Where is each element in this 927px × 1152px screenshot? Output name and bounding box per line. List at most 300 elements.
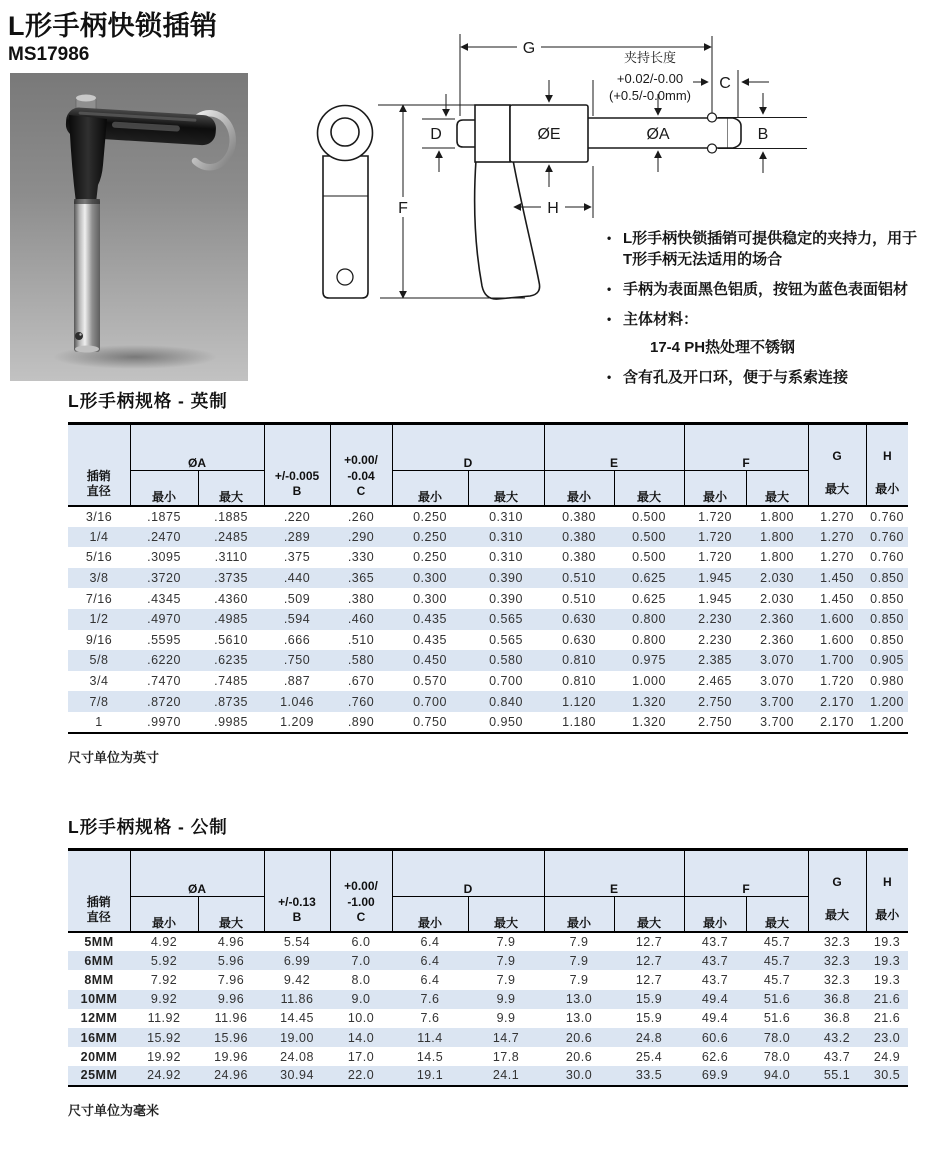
spec-cell: 1.945: [698, 591, 732, 606]
spec-cell: 62.6: [701, 1049, 729, 1064]
shaft-tip: [75, 346, 99, 353]
spec-cell: 12.7: [635, 972, 663, 987]
lanyard-hole: [75, 332, 83, 340]
spec-cell: 1.800: [746, 506, 808, 527]
spec-cell: 1.046: [280, 694, 314, 709]
dim-label-b: B: [757, 126, 769, 143]
spec-cell: 0.810: [562, 653, 596, 668]
front-view-lanyard-hole: [337, 269, 353, 285]
spec-cell: 0.625: [632, 591, 666, 606]
spec-cell: .890: [347, 714, 375, 729]
spec-cell: 16MM: [80, 1030, 118, 1045]
col-header-h: [866, 424, 908, 507]
spec-cell: 2.360: [760, 612, 794, 627]
subheader-e-min: 最小: [544, 897, 614, 932]
spec-cell: .220: [264, 506, 330, 527]
bullet-icon: •: [607, 312, 612, 326]
spec-cell: 0.380: [544, 506, 614, 527]
spec-cell: 43.7: [701, 953, 729, 968]
spec-row: [68, 990, 908, 1009]
spec-cell: .2485: [214, 529, 248, 544]
page-title: L形手柄快锁插销: [8, 11, 218, 41]
detent-ball-top: [708, 113, 717, 122]
spec-cell: 6.0: [330, 932, 392, 951]
metric-table-heading: L形手柄规格 - 公制: [68, 817, 228, 837]
spec-cell: .289: [283, 529, 311, 544]
spec-cell: 0.565: [489, 632, 523, 647]
spec-cell: 11.96: [214, 1011, 248, 1026]
spec-cell: 0.760: [870, 550, 904, 565]
feature-text: 含有孔及开口环，便于与系索连接: [623, 369, 849, 386]
spec-cell: 7.96: [217, 972, 245, 987]
spec-cell: 13.0: [565, 1011, 593, 1026]
spec-cell: 0.800: [632, 632, 666, 647]
g-letter: G: [832, 449, 842, 463]
spec-cell: 5.92: [150, 953, 178, 968]
spec-cell: 1.320: [632, 714, 666, 729]
spec-cell: .4345: [147, 591, 181, 606]
spec-cell: 0.630: [562, 612, 596, 627]
spec-cell: 7.9: [544, 932, 614, 951]
spec-cell: .6220: [147, 653, 181, 668]
spec-cell: .7485: [214, 674, 248, 689]
spec-cell: 24.92: [147, 1068, 181, 1083]
spec-cell: .440: [283, 571, 311, 586]
pin-header-line1: 插销: [86, 468, 111, 483]
spec-cell: 0.380: [562, 529, 596, 544]
spec-cell: 1: [95, 714, 103, 729]
spec-cell: 0.905: [870, 653, 904, 668]
spec-cell: 1.320: [632, 694, 666, 709]
spec-cell: 19.3: [873, 953, 901, 968]
spec-row: [68, 1066, 908, 1085]
spec-cell: .4985: [214, 612, 248, 627]
spec-cell: 0.850: [870, 571, 904, 586]
spec-cell: 0.250: [392, 506, 468, 527]
spec-cell: .1875: [130, 506, 198, 527]
spec-cell: 14.45: [280, 1011, 314, 1026]
spec-cell: 0.510: [562, 591, 596, 606]
spec-cell: 55.1: [823, 1068, 851, 1083]
clamp-length-note-line3: (+0.5/-0.0mm): [609, 88, 691, 103]
spec-cell: 0.565: [489, 612, 523, 627]
spec-cell: 24.96: [214, 1068, 248, 1083]
spec-row: [68, 932, 908, 951]
spec-cell: 1.450: [820, 571, 854, 586]
spec-cell: 21.6: [873, 1011, 901, 1026]
spec-cell: 78.0: [763, 1030, 791, 1045]
spec-cell: 4.92: [130, 932, 198, 951]
spec-cell: 12.7: [614, 932, 684, 951]
spec-cell: .1885: [198, 506, 264, 527]
spec-cell: .7470: [147, 674, 181, 689]
spec-cell: 32.3: [823, 953, 851, 968]
spec-cell: 43.7: [823, 1049, 851, 1064]
spec-cell: 11.86: [280, 992, 314, 1007]
spec-cell: .666: [283, 632, 311, 647]
spec-row: [68, 1009, 908, 1028]
col-header-e: E: [544, 424, 684, 471]
bullet-icon: •: [607, 231, 612, 245]
spec-cell: 32.3: [808, 932, 866, 951]
spec-row: [68, 568, 908, 589]
spec-cell: 9.9: [496, 992, 516, 1007]
spec-cell: 15.9: [635, 1011, 663, 1026]
spec-cell: 45.7: [763, 953, 791, 968]
spec-cell: .9970: [147, 714, 181, 729]
spec-cell: 25.4: [635, 1049, 663, 1064]
side-view-handle-blade: [475, 160, 540, 299]
spec-cell: 8MM: [84, 972, 114, 987]
c-tolerance-line2: -0.04: [347, 468, 375, 483]
subheader-f-min: 最小: [684, 471, 746, 506]
spec-cell: 3/8: [89, 571, 109, 586]
feature-item: [607, 279, 925, 300]
spec-cell: 0.390: [489, 571, 523, 586]
col-header-d: D: [392, 424, 544, 471]
spec-cell: 1.200: [870, 694, 904, 709]
spec-cell: 30.0: [565, 1068, 593, 1083]
spec-cell: 7.9: [569, 953, 589, 968]
spec-cell: 1.000: [632, 674, 666, 689]
subheader-a-max: 最大: [198, 897, 264, 932]
spec-cell: 14.7: [492, 1030, 520, 1045]
dim-label-e: ØE: [537, 126, 561, 143]
spec-cell: 0.310: [489, 529, 523, 544]
spec-cell: 0.950: [489, 714, 523, 729]
spec-cell: 0.850: [870, 612, 904, 627]
spec-row: [68, 609, 908, 630]
spec-cell: 36.8: [823, 992, 851, 1007]
dim-label-h: H: [547, 200, 559, 217]
spec-cell: 20.6: [565, 1049, 593, 1064]
subheader-d-min: 最小: [392, 471, 468, 506]
col-header-pin-diameter: [68, 424, 130, 507]
spec-cell: 3.700: [760, 714, 794, 729]
spec-cell: 0.840: [489, 694, 523, 709]
c-tolerance-line1: +0.00/: [344, 453, 378, 468]
spec-row: [68, 1028, 908, 1047]
clamp-length-note-line2: +0.02/-0.00: [616, 71, 684, 86]
spec-cell: 1.450: [820, 591, 854, 606]
model-number: MS17986: [8, 44, 90, 65]
subheader-e-max: 最大: [614, 897, 684, 932]
spec-cell: .509: [283, 591, 311, 606]
spec-cell: 1.720: [698, 550, 732, 565]
spec-cell: .8735: [214, 694, 248, 709]
clamp-length-note-line1: 夹持长度: [623, 50, 677, 65]
g-letter: G: [832, 875, 842, 889]
spec-cell: 1.800: [760, 529, 794, 544]
spec-cell: .750: [283, 653, 311, 668]
spec-cell: 33.5: [635, 1068, 663, 1083]
spec-cell: 5MM: [68, 932, 130, 951]
col-header-f: F: [684, 424, 808, 471]
spec-cell: 0.625: [632, 571, 666, 586]
c-tolerance-line1: +0.00/: [344, 879, 378, 894]
spec-cell: 2.230: [698, 612, 732, 627]
spec-cell: 0.450: [413, 653, 447, 668]
spec-cell: 25MM: [80, 1068, 118, 1083]
spec-cell: 17.8: [492, 1049, 520, 1064]
spec-cell: 0.435: [413, 612, 447, 627]
spec-cell: 19.1: [416, 1068, 444, 1083]
spec-row: [68, 671, 908, 692]
metric-spec-section: [68, 814, 908, 1119]
feature-item: [607, 367, 925, 388]
spec-cell: 5.96: [217, 953, 245, 968]
inch-spec-table: [68, 422, 908, 734]
spec-cell: 9.96: [217, 992, 245, 1007]
c-letter: C: [356, 484, 366, 499]
spec-cell: 19.3: [866, 932, 908, 951]
spec-cell: 9.92: [150, 992, 178, 1007]
pin-header-line2: 直径: [86, 484, 111, 499]
spec-cell: .670: [347, 674, 375, 689]
col-header-g: [808, 850, 866, 933]
spec-cell: 9.42: [283, 972, 311, 987]
dim-label-d: D: [430, 126, 442, 143]
spec-cell: 0.760: [866, 506, 908, 527]
spec-row: [68, 1047, 908, 1066]
side-view-button: [457, 120, 477, 147]
pin-header-line2: 直径: [86, 910, 111, 925]
spec-cell: .760: [347, 694, 375, 709]
spec-row: [68, 547, 908, 568]
col-header-g: [808, 424, 866, 507]
col-header-e: E: [544, 850, 684, 897]
spec-cell: 17.0: [347, 1049, 375, 1064]
spec-cell: 49.4: [701, 1011, 729, 1026]
spec-cell: .4360: [214, 591, 248, 606]
col-header-c: [330, 850, 392, 933]
spec-cell: 5/8: [89, 653, 109, 668]
spec-cell: 7.6: [420, 992, 440, 1007]
spec-cell: 60.6: [701, 1030, 729, 1045]
spec-cell: 45.7: [746, 932, 808, 951]
spec-cell: 0.250: [413, 529, 447, 544]
spec-cell: 7.9: [496, 972, 516, 987]
spec-cell: .887: [283, 674, 311, 689]
feature-list: [607, 228, 925, 397]
spec-cell: 2.385: [698, 653, 732, 668]
pin-tip: [728, 118, 741, 148]
spec-cell: 7.92: [150, 972, 178, 987]
spec-row: [68, 951, 908, 970]
subheader-a-min: 最小: [130, 471, 198, 506]
spec-cell: 1.270: [820, 529, 854, 544]
subheader-a-min: 最小: [130, 897, 198, 932]
spec-cell: 51.6: [763, 1011, 791, 1026]
subheader-a-max: 最大: [198, 471, 264, 506]
spec-row: [68, 650, 908, 671]
spec-row: [68, 712, 908, 733]
spec-cell: .330: [347, 550, 375, 565]
spec-cell: 1.800: [760, 550, 794, 565]
spec-cell: 0.310: [468, 506, 544, 527]
spec-cell: 30.94: [280, 1068, 314, 1083]
col-header-a: ØA: [130, 850, 264, 897]
spec-cell: 1.600: [820, 632, 854, 647]
spec-cell: 3.700: [760, 694, 794, 709]
bullet-icon: [634, 337, 643, 358]
spec-cell: 15.9: [635, 992, 663, 1007]
spec-cell: 12MM: [80, 1011, 118, 1026]
spec-cell: .3110: [214, 550, 248, 565]
side-view-handle-head: [475, 105, 510, 162]
col-header-d: D: [392, 850, 544, 897]
c-tolerance-line2: -1.00: [347, 894, 375, 909]
spec-cell: 1.209: [280, 714, 314, 729]
b-letter: B: [292, 910, 302, 925]
spec-cell: .5595: [147, 632, 181, 647]
spec-cell: 43.7: [701, 972, 729, 987]
spec-cell: 0.500: [632, 550, 666, 565]
spec-cell: 0.310: [489, 550, 523, 565]
dim-label-a: ØA: [646, 126, 670, 143]
spec-cell: 1.720: [820, 674, 854, 689]
subheader-e-min: 最小: [544, 471, 614, 506]
subheader-d-max: 最大: [468, 897, 544, 932]
spec-row: [68, 588, 908, 609]
spec-cell: .5610: [214, 632, 248, 647]
inch-table-heading: L形手柄规格 - 英制: [68, 391, 228, 411]
spec-row: [68, 527, 908, 548]
h-letter: H: [882, 449, 892, 463]
col-header-a: ØA: [130, 424, 264, 471]
spec-cell: .290: [347, 529, 375, 544]
spec-cell: 1.945: [698, 571, 732, 586]
spec-cell: 6MM: [84, 953, 114, 968]
bullet-icon: •: [607, 282, 612, 296]
spec-cell: 24.08: [280, 1049, 314, 1064]
spec-cell: 3.070: [760, 674, 794, 689]
spec-cell: 2.170: [820, 714, 854, 729]
spec-cell: 15.96: [214, 1030, 248, 1045]
subheader-d-max: 最大: [468, 471, 544, 506]
spec-cell: 0.250: [413, 550, 447, 565]
spec-cell: 2.465: [698, 674, 732, 689]
spec-cell: 43.2: [823, 1030, 851, 1045]
spec-cell: 11.92: [147, 1011, 181, 1026]
spec-cell: 19.96: [214, 1049, 248, 1064]
spec-row: [68, 630, 908, 651]
spec-cell: 7.9: [468, 932, 544, 951]
h-sub-label: 最小: [875, 907, 900, 922]
spec-cell: 69.9: [701, 1068, 729, 1083]
pin-button-top: [76, 95, 96, 102]
spec-cell: .9985: [214, 714, 248, 729]
spec-cell: .3095: [147, 550, 181, 565]
detent-ball-bottom: [708, 144, 717, 153]
spec-cell: 2.230: [698, 632, 732, 647]
spec-cell: 2.750: [698, 714, 732, 729]
spec-cell: 94.0: [763, 1068, 791, 1083]
spec-cell: .594: [283, 612, 311, 627]
spec-cell: 0.975: [632, 653, 666, 668]
col-header-b: [264, 850, 330, 933]
spec-cell: 2.030: [760, 571, 794, 586]
spec-cell: 3/4: [89, 674, 109, 689]
spec-cell: 24.8: [635, 1030, 663, 1045]
spec-cell: 0.630: [562, 632, 596, 647]
subheader-e-max: 最大: [614, 471, 684, 506]
spec-cell: .3720: [147, 571, 181, 586]
spec-row: [68, 970, 908, 989]
spec-cell: 2.030: [760, 591, 794, 606]
spec-cell: .460: [347, 612, 375, 627]
spec-cell: 3.070: [760, 653, 794, 668]
spec-cell: .580: [347, 653, 375, 668]
spec-cell: 0.500: [614, 506, 684, 527]
spec-cell: 9/16: [85, 632, 113, 647]
unit-note-metric: 尺寸单位为毫米: [68, 1102, 160, 1118]
b-tolerance: +/-0.005: [274, 468, 320, 483]
spec-cell: 24.1: [492, 1068, 520, 1083]
col-header-c: [330, 424, 392, 507]
spec-cell: 8.0: [351, 972, 371, 987]
spec-cell: 21.6: [873, 992, 901, 1007]
h-sub-label: 最小: [875, 481, 900, 496]
spec-cell: 0.810: [562, 674, 596, 689]
spec-cell: 6.4: [420, 953, 440, 968]
spec-cell: 43.7: [684, 932, 746, 951]
spec-cell: 0.380: [562, 550, 596, 565]
spec-cell: 19.00: [280, 1030, 314, 1045]
g-sub-label: 最大: [825, 907, 850, 922]
c-letter: C: [356, 910, 366, 925]
spec-cell: 10.0: [347, 1011, 375, 1026]
front-view-ring-hole: [331, 118, 359, 146]
spec-cell: 14.0: [347, 1030, 375, 1045]
spec-cell: 12.7: [635, 953, 663, 968]
spec-cell: 6.99: [283, 953, 311, 968]
spec-cell: 45.7: [763, 972, 791, 987]
spec-cell: 0.850: [870, 632, 904, 647]
spec-cell: 24.9: [873, 1049, 901, 1064]
spec-cell: 13.0: [565, 992, 593, 1007]
spec-cell: 0.580: [489, 653, 523, 668]
col-header-f: F: [684, 850, 808, 897]
spec-cell: 1.600: [820, 612, 854, 627]
spec-cell: .510: [347, 632, 375, 647]
metric-spec-table: [68, 848, 908, 1087]
spec-cell: 1.120: [562, 694, 596, 709]
spec-cell: 20MM: [80, 1049, 118, 1064]
spec-cell: .3735: [214, 571, 248, 586]
pin-header-line1: 插销: [86, 894, 111, 909]
spec-cell: 2.750: [698, 694, 732, 709]
feature-item: [607, 337, 925, 358]
g-sub-label: 最大: [825, 481, 850, 496]
spec-cell: 1.700: [820, 653, 854, 668]
spec-cell: 20.6: [565, 1030, 593, 1045]
col-header-b: [264, 424, 330, 507]
spec-cell: 23.0: [873, 1030, 901, 1045]
spec-cell: 0.760: [870, 529, 904, 544]
spec-cell: 0.750: [413, 714, 447, 729]
col-header-h: [866, 850, 908, 933]
spec-cell: 0.700: [413, 694, 447, 709]
col-header-pin-diameter: [68, 850, 130, 933]
spec-cell: 11.4: [417, 1030, 443, 1045]
spec-cell: 1.180: [562, 714, 596, 729]
feature-item: [607, 228, 925, 270]
spec-cell: 0.800: [632, 612, 666, 627]
shaft-junction-shade: [74, 199, 100, 204]
spec-cell: 6.4: [420, 972, 440, 987]
spec-cell: 1/4: [89, 529, 109, 544]
